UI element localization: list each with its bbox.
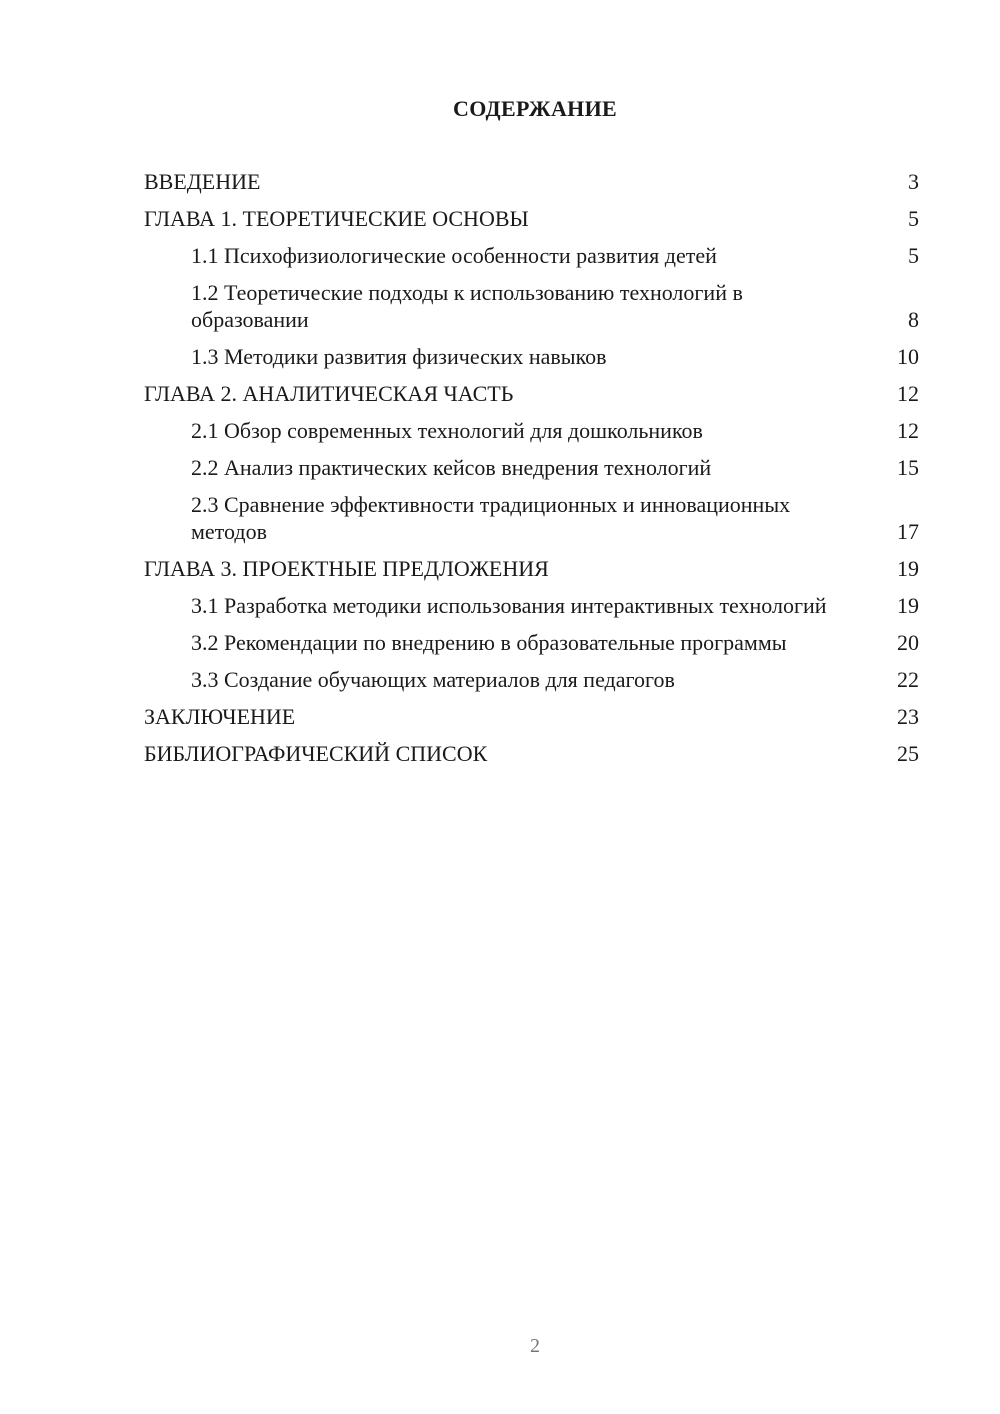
toc-entry-label: ВВЕДЕНИЕ	[144, 169, 261, 194]
toc-entry-page: 5	[908, 243, 919, 268]
toc-entry	[144, 491, 919, 545]
toc-entry	[144, 740, 919, 767]
toc-entry-label: 2.2 Анализ практических кейсов внедрения технологий	[191, 455, 712, 480]
toc-entry	[144, 666, 919, 693]
toc-entry-page: 15	[897, 455, 919, 480]
toc-entry-page: 10	[897, 344, 919, 369]
toc-entry-label: 2.3 Сравнение эффективности традиционных и инновационных методов	[191, 492, 791, 544]
toc-entry-label: 2.1 Обзор современных технологий для дошкольников	[191, 418, 703, 443]
toc-entry-page: 17	[897, 519, 919, 544]
toc-entry	[144, 343, 919, 370]
toc-entry	[144, 629, 919, 656]
toc-entry	[144, 703, 919, 730]
toc-entry	[144, 592, 919, 619]
toc-entry-page: 5	[908, 206, 919, 231]
toc-entry-page: 22	[897, 667, 919, 692]
toc-entry-label: 1.3 Методики развития физических навыков	[191, 344, 607, 369]
toc-entry-page: 12	[897, 381, 919, 406]
toc-entry-label: ЗАКЛЮЧЕНИЕ	[144, 704, 296, 729]
toc-entry-page: 25	[897, 741, 919, 766]
toc-entry	[144, 380, 919, 407]
toc-entry-label: 1.1 Психофизиологические особенности развития детей	[191, 243, 717, 268]
toc-entry-label: БИБЛИОГРАФИЧЕСКИЙ СПИСОК	[144, 741, 488, 766]
toc-entry-label: 3.2 Рекомендации по внедрению в образовательные программы	[191, 630, 787, 655]
toc-entry	[144, 168, 919, 195]
toc-entry	[144, 417, 919, 444]
page-number: 2	[530, 1335, 540, 1357]
toc-entry-page: 19	[897, 556, 919, 581]
toc-entry-label: ГЛАВА 1. ТЕОРЕТИЧЕСКИЕ ОСНОВЫ	[144, 206, 529, 231]
toc-entry-page: 8	[908, 307, 919, 332]
toc-entry	[144, 555, 919, 582]
toc-entry-page: 20	[897, 630, 919, 655]
toc-entry-label: 3.3 Создание обучающих материалов для педагогов	[191, 667, 675, 692]
toc-entry-page: 23	[897, 704, 919, 729]
toc-entry-page: 19	[897, 593, 919, 618]
toc-entry-label: 1.2 Теоретические подходы к использованию технологий в образовании	[191, 280, 743, 332]
toc-entry	[144, 454, 919, 481]
toc-entry	[144, 242, 919, 269]
toc-entry	[144, 279, 919, 333]
toc-entry	[144, 205, 919, 232]
toc-title: СОДЕРЖАНИЕ	[453, 96, 617, 121]
toc-entry-page: 3	[908, 169, 919, 194]
toc-entry-page: 12	[897, 418, 919, 443]
toc-entry-label: ГЛАВА 3. ПРОЕКТНЫЕ ПРЕДЛОЖЕНИЯ	[144, 556, 549, 581]
table-of-contents	[144, 168, 919, 777]
toc-entry-label: ГЛАВА 2. АНАЛИТИЧЕСКАЯ ЧАСТЬ	[144, 381, 514, 406]
toc-entry-label: 3.1 Разработка методики использования интерактивных технологий	[191, 593, 827, 618]
